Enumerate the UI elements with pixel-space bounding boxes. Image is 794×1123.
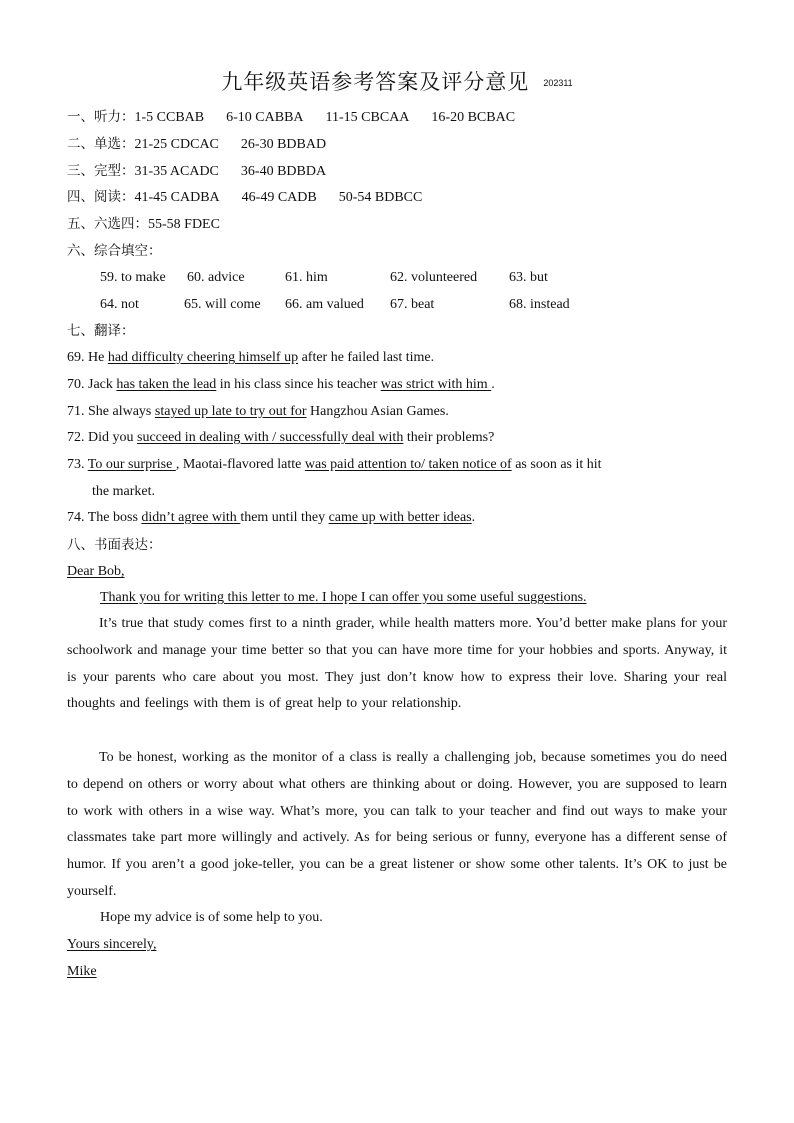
answer-blank: was strict with him	[380, 377, 492, 392]
translation-heading	[67, 321, 135, 342]
letter-paragraph-2: To be honest, working as the monitor of a class is really a challenging job, because sometimes you do need to depend on others or worry about what others are thinking about or doing. However, you are supposed to learn to work with others in a wise way. What’s more, you can talk to your teacher and find out ways to make your classmates take part more willingly and actively. As for being serious or funny, everyone has a different sense of humor. If you aren’t a good joke-teller, you can be a great listener or show some other talents. It’s OK to just be yourself.	[67, 750, 727, 899]
sentence-text: 72. Did you	[67, 430, 137, 445]
answer-group: 36-40 BDBDA	[240, 164, 327, 179]
answer-group: 50-54 BDBCC	[338, 190, 423, 205]
sentence-text: 71. She always	[67, 404, 155, 419]
answer-group: 6-10 CABBA	[226, 110, 304, 125]
title-text: 九年级英语参考答案及评分意见	[221, 70, 530, 94]
answer-group: 16-20 BCBAC	[431, 110, 516, 125]
sentence-text: .	[471, 510, 476, 525]
answer-blank: had difficulty cheering himself up	[107, 350, 299, 365]
answer-group: 11-15 CBCAA	[325, 110, 410, 125]
sentence-text: Hangzhou Asian Games.	[306, 404, 449, 419]
letter-opening: Thank you for writing this letter to me. I hope I can offer you some useful suggestions.	[100, 590, 587, 605]
section-label: 三、完型：	[67, 163, 135, 179]
fill-in-item: 60. advice	[187, 270, 245, 285]
writing-heading	[67, 535, 162, 556]
answer-group: 55-58 FDEC	[148, 217, 220, 232]
answer-blank: has taken the lead	[116, 377, 217, 392]
section-label: 八、书面表达：	[67, 537, 162, 553]
cloze-answers	[67, 161, 326, 182]
section-label: 二、单选：	[67, 136, 135, 152]
section-label: 一、听力：	[67, 109, 135, 125]
sentence-text: 73.	[67, 457, 88, 472]
sentence-text: 69. He	[67, 350, 108, 365]
fill-in-item: 67. beat	[390, 297, 435, 312]
translation-71	[67, 402, 449, 422]
page-title	[0, 66, 794, 96]
answer-group: 26-30 BDBAD	[240, 137, 327, 152]
listening-answers	[67, 107, 515, 128]
answer-blank: stayed up late to try out for	[154, 404, 307, 419]
fill-in-item: 65. will come	[184, 297, 261, 312]
answer-blank: was paid attention to/ taken notice of	[304, 457, 512, 472]
letter-greeting: Dear Bob,	[67, 564, 125, 579]
letter-paragraph-1: It’s true that study comes first to a ninth grader, while health matters more. You’d better make plans for your schoolwork and manage your time better so that you can have more time for your hobbies and sports. Anyway, it is your parents who care about you most. They just don’t know how to express their love. Sharing your real thoughts and feelings with them is of great help to your relationship.	[67, 616, 727, 712]
section-label: 四、阅读：	[67, 189, 135, 205]
sentence-text: 70. Jack	[67, 377, 117, 392]
sentence-text: , Maotai-flavored latte	[175, 457, 305, 472]
fill-in-item: 63. but	[509, 270, 548, 285]
answer-blank: To our surprise	[87, 457, 176, 472]
answer-blank: didn’t agree with	[141, 510, 241, 525]
section-label: 六、综合填空：	[67, 243, 162, 259]
letter-sign-off: Yours sincerely,	[67, 937, 157, 952]
fill-in-item: 64. not	[100, 297, 139, 312]
letter-signature: Mike	[67, 964, 97, 979]
sentence-text: 74. The boss	[67, 510, 142, 525]
doc-code: 202311	[543, 78, 573, 88]
fill-in-item: 62. volunteered	[390, 270, 478, 285]
sentence-text: .	[491, 377, 495, 392]
answer-group: 1-5 CCBAB	[134, 110, 205, 125]
fill-in-item: 59. to make	[100, 270, 166, 285]
fill-in-item: 68. instead	[509, 297, 570, 312]
section-label: 七、翻译：	[67, 323, 135, 339]
letter-closing-line: Hope my advice is of some help to you.	[100, 910, 323, 925]
answer-group: 21-25 CDCAC	[134, 137, 219, 152]
translation-73-cont	[92, 482, 155, 502]
translation-73	[67, 455, 602, 475]
answer-group: 41-45 CADBA	[134, 190, 220, 205]
sentence-text: them until they	[240, 510, 329, 525]
translation-74	[67, 508, 475, 528]
answer-blank: succeed in dealing with / successfully deal with	[137, 430, 404, 445]
sentence-text: after he failed last time.	[298, 350, 435, 365]
fill-in-heading	[67, 241, 162, 262]
fill-in-item: 66. am valued	[285, 297, 364, 312]
answer-blank: came up with better ideas	[328, 510, 472, 525]
fill-in-item: 61. him	[285, 270, 328, 285]
sentence-text: their problems?	[403, 430, 495, 445]
sentence-text: the market.	[92, 484, 155, 499]
section-label: 五、六选四：	[67, 216, 148, 232]
sentence-text: as soon as it hit	[511, 457, 602, 472]
answer-group: 46-49 CADB	[241, 190, 317, 205]
translation-69	[67, 348, 434, 368]
answer-group: 31-35 ACADC	[134, 164, 219, 179]
translation-70	[67, 375, 495, 395]
translation-72	[67, 428, 494, 448]
six-choose-four-answers	[67, 214, 220, 235]
sentence-text: in his class since his teacher	[216, 377, 381, 392]
reading-answers	[67, 187, 422, 208]
single-choice-answers	[67, 134, 326, 155]
